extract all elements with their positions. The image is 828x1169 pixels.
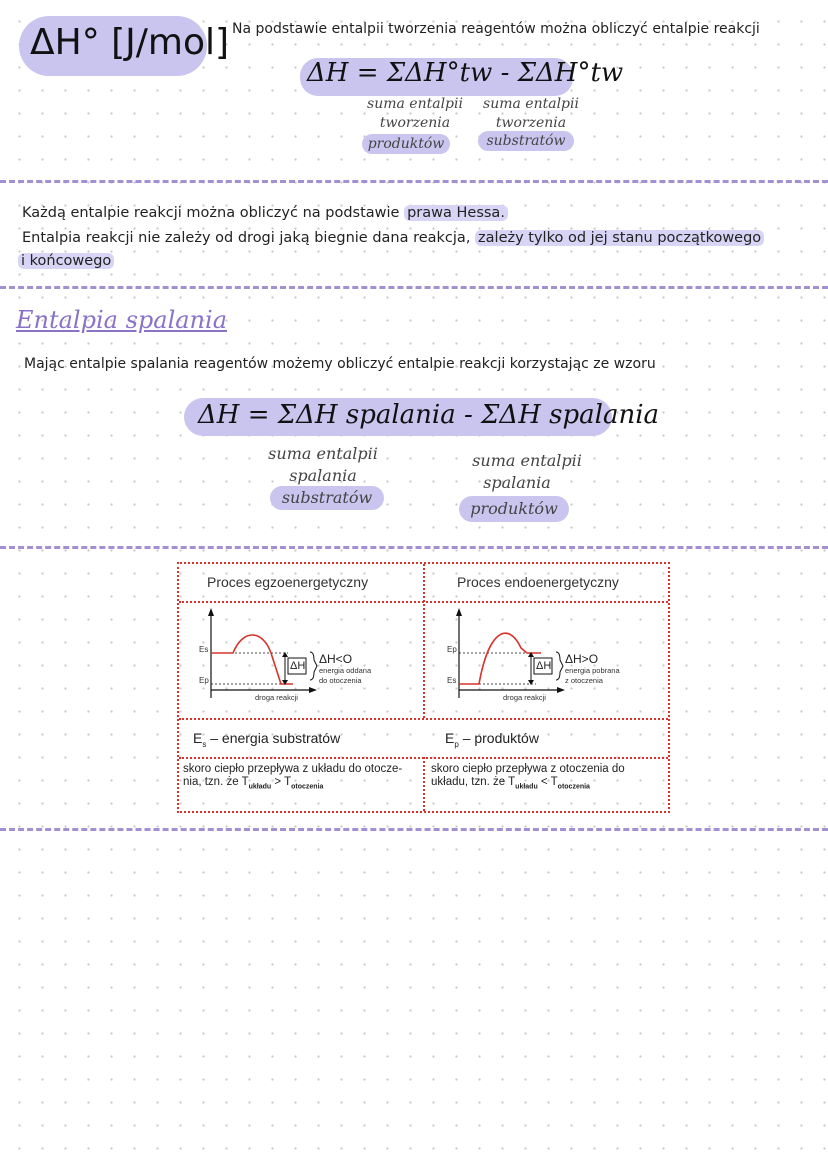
legend-ep (445, 730, 539, 749)
hess-line-3 (18, 253, 114, 269)
divider-1 (0, 180, 828, 183)
table-vline-bottom (423, 757, 425, 811)
label-right-3: substratów (478, 131, 574, 151)
exo-ep-label: Ep (199, 676, 209, 685)
spal-label-right-3: produktów (459, 496, 569, 522)
exo-note-1: energia oddana (319, 666, 372, 675)
exo-axis-label: droga reakcji (255, 693, 298, 702)
divider-2 (0, 286, 828, 289)
col-header-endo: Proces endoenergetyczny (457, 574, 619, 590)
spal-label-right-2: spalania (483, 473, 551, 492)
intro-text: Na podstawie entalpii tworzenia reagentów można obliczyć entalpie reakcji (232, 21, 760, 37)
exo-es-label: Es (199, 645, 209, 654)
endo-note-2: z otoczenia (565, 676, 603, 685)
spal-label-left-2: spalania (289, 466, 357, 485)
legend-ep-text: – produktów (462, 730, 539, 746)
hess-line-2 (22, 230, 764, 246)
hess-line-1-text: Każdą entalpie reakcji można obliczyć na podstawie (22, 205, 405, 221)
exo-heat-note-mid: > T (271, 776, 292, 789)
state-highlight-end: i końcowego (18, 253, 114, 269)
endo-ep-label: Ep (447, 645, 457, 654)
spalanie-heading: Entalpia spalania (16, 306, 227, 334)
state-highlight: zależy tylko od jej stanu początkowego (475, 230, 764, 246)
legend-es-symbol: E (193, 730, 203, 746)
legend-es-text: – energia substratów (210, 730, 341, 746)
endo-diagram (441, 608, 661, 708)
table-hline-2 (179, 718, 668, 720)
exo-note-2: do otoczenia (319, 676, 362, 685)
process-table (177, 562, 670, 813)
endo-sign: ΔH>O (565, 652, 599, 666)
exo-heat-note-sub2: otoczenia (291, 783, 324, 791)
hess-highlight: prawa Hessa. (404, 205, 508, 221)
endo-heat-note-mid: < T (537, 776, 558, 789)
spal-label-right-1: suma entalpii (472, 451, 582, 470)
exo-heat-note-line-1: skoro ciepło przepływa z układu do otocze- (183, 763, 403, 775)
label-right-2: tworzenia (495, 115, 567, 131)
legend-es (193, 730, 340, 749)
endo-es-label: Es (447, 676, 457, 685)
label-left-3: produktów (362, 134, 450, 154)
legend-es-sub: s (202, 739, 207, 749)
exo-heat-note-a: nia, tzn. że T (183, 776, 249, 789)
spalanie-intro: Mając entalpie spalania reagentów możemy obliczyć entalpie reakcji korzystając ze wzoru (24, 356, 656, 372)
spal-label-left-1: suma entalpii (268, 444, 378, 463)
endo-note-1: energia pobrana (565, 666, 620, 675)
exo-heat-note (183, 763, 421, 792)
endo-heat-note-line-2 (431, 776, 667, 791)
col-header-exo: Proces egzoenergetyczny (207, 574, 369, 590)
label-left-1: suma entalpii (367, 96, 463, 112)
exo-diagram (193, 608, 413, 708)
endo-heat-note-sub1: układu (515, 783, 538, 791)
exo-heat-note-sub1: układu (248, 783, 272, 791)
formula-tw: ΔH = ΣΔH°tw - ΣΔH°tw (307, 58, 624, 88)
badge-formula: ΔH° [J/mol] (30, 22, 230, 63)
endo-axis-label: droga reakcji (503, 693, 546, 702)
endo-heat-note-a: układu, tzn. że T (431, 776, 516, 789)
endo-heat-note-sub2: otoczenia (557, 783, 590, 791)
exo-sign: ΔH<O (319, 652, 353, 666)
endo-heat-note-line-1: skoro ciepło przepływa z otoczenia do (431, 763, 625, 775)
spal-label-left-3: substratów (270, 486, 384, 510)
exo-heat-note-line-2 (183, 776, 421, 791)
exo-dh-label: ΔH (290, 660, 306, 672)
hess-line-2-text: Entalpia reakcji nie zależy od drogi jaką biegnie dana reakcja, (22, 230, 476, 246)
spalanie-formula: ΔH = ΣΔH spalania - ΣΔH spalania (198, 400, 660, 430)
label-left-2: tworzenia (379, 115, 451, 131)
divider-4 (0, 828, 828, 831)
legend-ep-symbol: E (445, 730, 455, 746)
endo-heat-note (431, 763, 667, 792)
label-right-1: suma entalpii (483, 96, 579, 112)
hess-line-1 (22, 205, 508, 221)
endo-dh-label: ΔH (536, 660, 552, 672)
table-vline-top (423, 564, 425, 718)
legend-ep-sub: p (454, 739, 459, 749)
divider-3 (0, 546, 828, 549)
